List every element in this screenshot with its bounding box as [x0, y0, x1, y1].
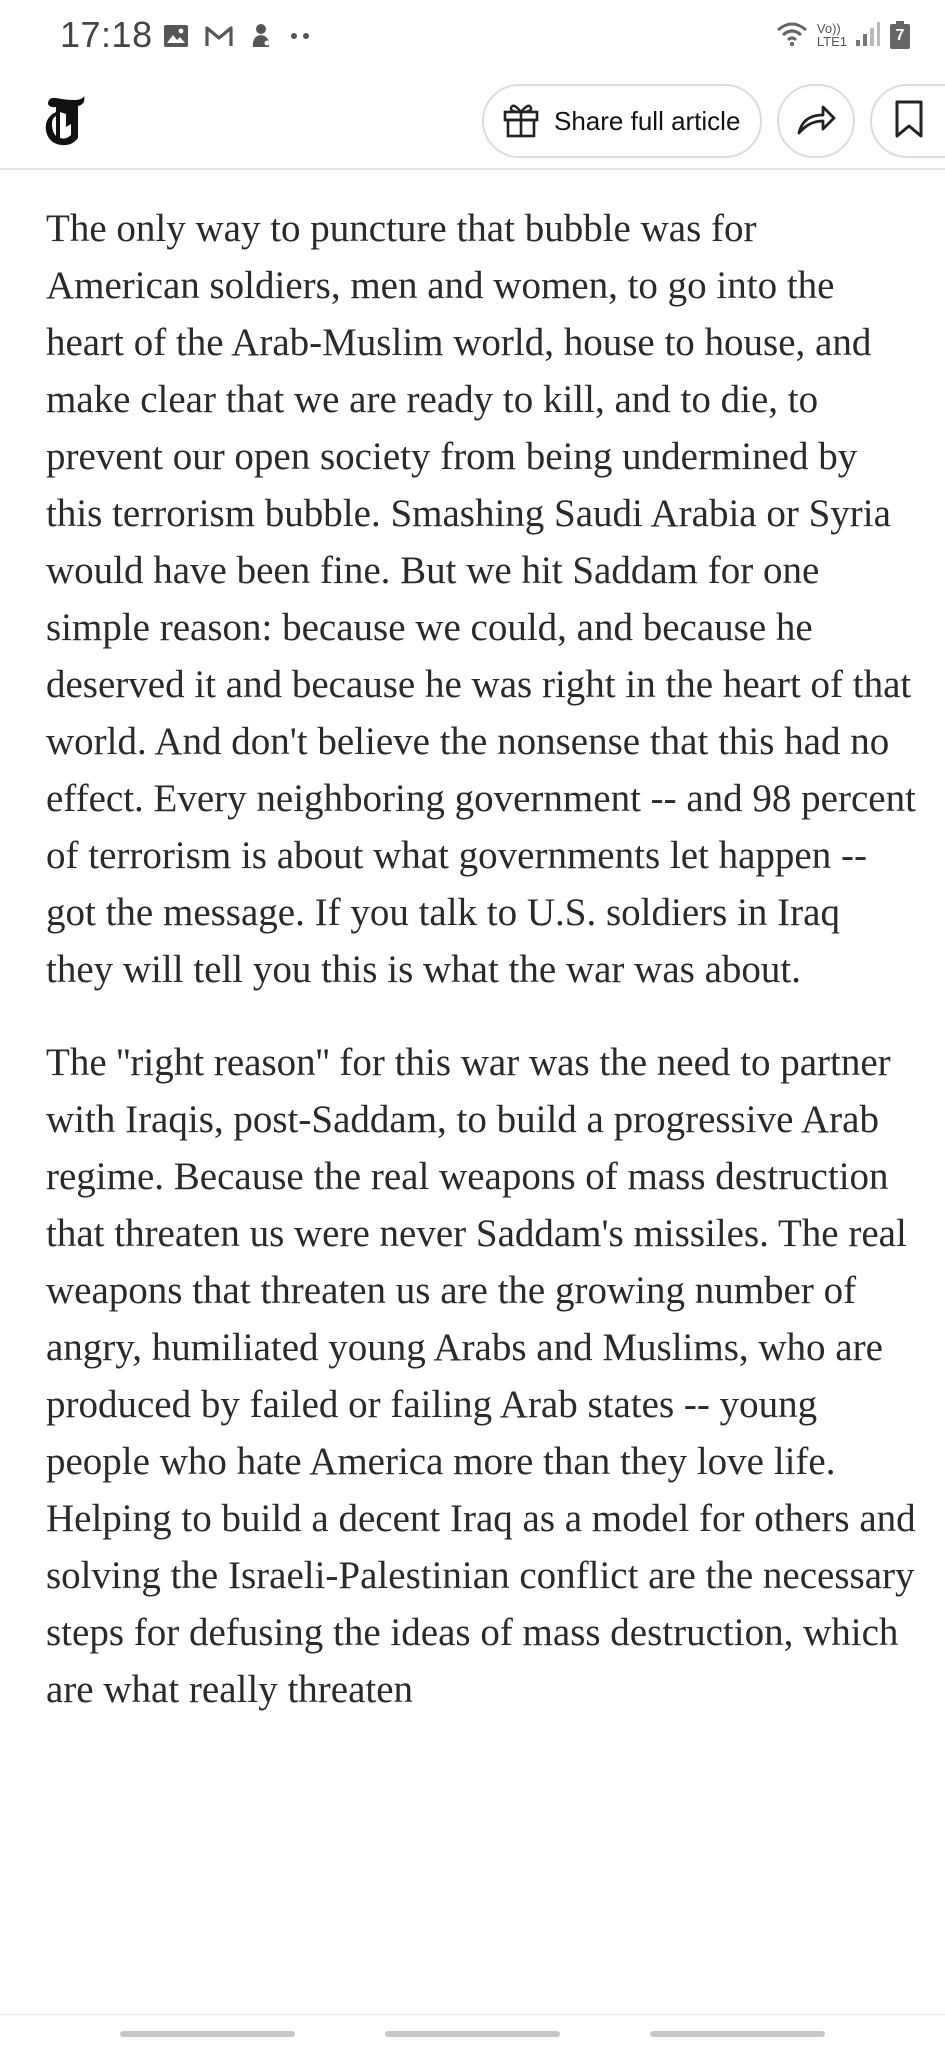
lte-label: LTE1	[816, 34, 847, 49]
more-dots-icon	[288, 31, 314, 41]
volte-label: Vo))	[816, 21, 841, 36]
gmail-icon	[204, 23, 234, 49]
scroll-indicator	[385, 2031, 560, 2037]
app-bar	[0, 72, 945, 170]
nyt-logo-icon[interactable]	[40, 94, 90, 148]
share-full-article-button[interactable]	[482, 84, 762, 158]
article-paragraph: The ''right reason'' for this war was the need to partner with Iraqis, post-Saddam, to build a progressive Arab regime. Because the real weapons of mass destruction that threaten us were never Saddam's missiles. The real weapons that threaten us are the growing number of angry, humiliated young Arabs and Muslims, who are produced by failed or failing Arab states -- young people who hate America more than they love life. Helping to build a decent Iraq as a model for others and solving the Israeli-Palestinian conflict are the necessary steps for defusing the ideas of mass destruction, which are what really threaten	[46, 1041, 916, 1711]
share-forward-button[interactable]	[777, 84, 855, 158]
status-bar	[0, 0, 945, 72]
scroll-indicator	[650, 2031, 825, 2037]
bookmark-icon	[894, 99, 924, 144]
gift-icon	[500, 98, 542, 145]
battery-level: 7	[895, 27, 905, 44]
status-icons-right	[775, 16, 911, 54]
signal-icon	[855, 19, 881, 52]
share-label: Share full article	[554, 105, 741, 136]
status-time: 17:18	[60, 14, 153, 55]
article-body	[46, 170, 916, 2010]
bottom-navigation-hint	[0, 2014, 945, 2048]
forward-arrow-icon	[795, 101, 837, 142]
network-label	[817, 22, 847, 48]
battery-icon	[889, 20, 911, 50]
status-icons-left	[162, 20, 314, 52]
save-bookmark-button[interactable]	[870, 84, 945, 158]
scroll-indicator	[120, 2031, 295, 2037]
image-icon	[162, 22, 190, 50]
notification-app-icon	[248, 21, 274, 51]
wifi-icon	[775, 19, 809, 52]
article-paragraph: The only way to puncture that bubble was for American soldiers, men and women, to go into the heart of the Arab-Muslim world, house to house, and make clear that we are ready to kill, and to die, to prevent our open society from being undermined by this terrorism bubble. Smashing Saudi Arabia or Syria would have been fine. But we hit Saddam for one simple reason: because we could, and because he deserved it and because he was right in the heart of that world. And don't believe the nonsense that this had no effect. Every neighboring government -- and 98 percent of terrorism is about what governments let happen -- got the message. If you talk to U.S. soldiers in Iraq they will tell you this is what the war was about.	[46, 207, 916, 991]
